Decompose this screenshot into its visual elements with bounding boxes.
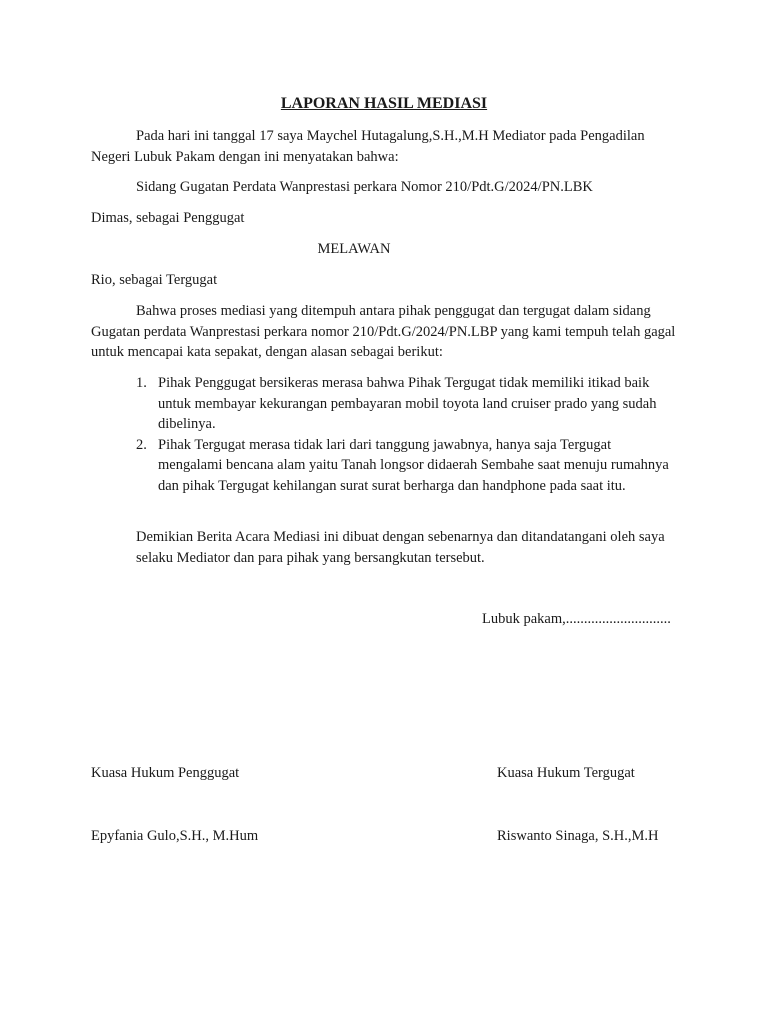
list-item xyxy=(136,373,671,435)
opening-paragraph: Pada hari ini tanggal 17 saya Maychel Hutagalung,S.H.,M.H Mediator pada Pengadilan Negeri Lubuk Pakam dengan ini menyatakan bahwa: xyxy=(91,128,645,165)
statement-paragraph: Bahwa proses mediasi yang ditempuh antara pihak penggugat dan tergugat dalam sidang Gugatan perdata Wanprestasi perkara nomor 210/Pdt.G/2024/PN.LBP yang kami tempuh telah gagal untuk mencapai kata sepakat, dengan alasan sebagai berikut: xyxy=(91,303,676,360)
right-signature-role: Kuasa Hukum Tergugat xyxy=(497,765,635,781)
right-signature-name: Riswanto Sinaga, S.H.,M.H xyxy=(497,828,659,844)
place-date-line: Lubuk pakam,............................. xyxy=(482,611,671,627)
list-item-text: Pihak Tergugat merasa tidak lari dari tanggung jawabnya, hanya saja Tergugat mengalami bencana alam yaitu Tanah longsor didaerah Sembahe saat menuju rumahnya dan pihak Tergugat kehilangan surat surat berharga dan handphone pada saat itu. xyxy=(158,436,669,494)
plaintiff-line: Dimas, sebagai Penggugat xyxy=(91,210,245,226)
document-title: LAPORAN HASIL MEDIASI xyxy=(280,95,488,112)
list-item-text: Pihak Penggugat bersikeras merasa bahwa Pihak Tergugat tidak memiliki itikad baik untuk membayar kekurangan pembayaran mobil toyota land cruiser prado yang sudah dibelinya. xyxy=(158,375,657,432)
closing-paragraph: Demikian Berita Acara Mediasi ini dibuat dengan sebenarnya dan ditandatangani oleh saya selaku Mediator dan para pihak yang bersangkutan tersebut. xyxy=(136,529,665,566)
left-signature-name: Epyfania Gulo,S.H., M.Hum xyxy=(91,828,259,844)
reasons-list xyxy=(136,373,671,496)
list-item-number: 1. xyxy=(136,375,147,391)
versus-label: MELAWAN xyxy=(317,241,391,257)
left-signature-role: Kuasa Hukum Penggugat xyxy=(91,765,240,781)
case-line: Sidang Gugatan Perdata Wanprestasi perkara Nomor 210/Pdt.G/2024/PN.LBK xyxy=(136,179,593,195)
list-item-number: 2. xyxy=(136,436,147,453)
defendant-line: Rio, sebagai Tergugat xyxy=(91,272,218,288)
list-item xyxy=(136,435,671,497)
